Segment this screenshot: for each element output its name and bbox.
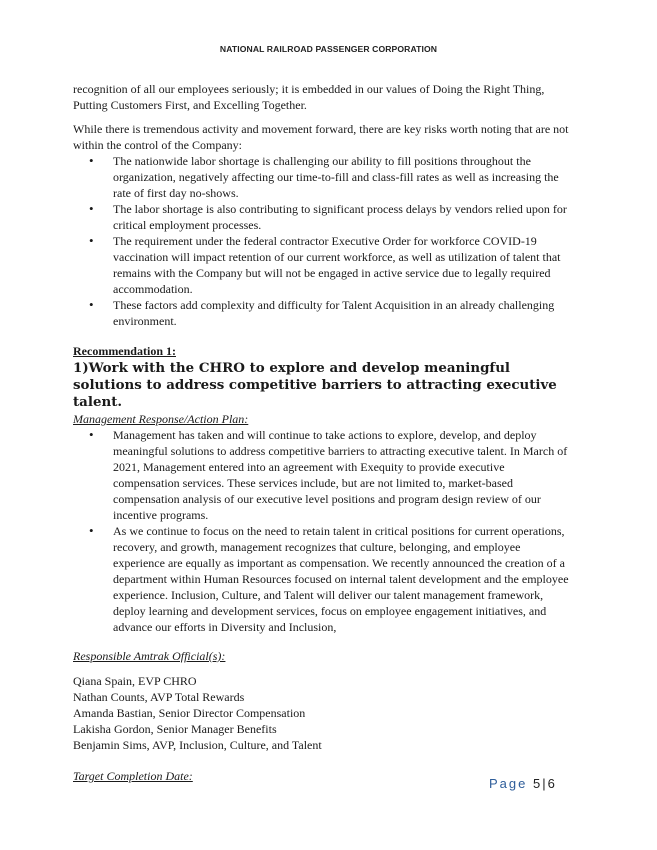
officials-list — [73, 673, 573, 753]
risk-item: • The labor shortage is also contributing to significant process delays by vendors relied upon for critical employment processes. — [73, 201, 573, 233]
page-number: 5 — [533, 776, 543, 791]
response-item: • As we continue to focus on the need to retain talent in critical positions for current operations, recovery, and growth, management recognizes that culture, belonging, and employee experience are equally as important as compensation. We recently announced the creation of a department within Human Resources focused on internal talent development and the employee experience. Inclusion, Culture, and Talent will deliver our talent management framework, deploy learning and development services, focus on employee engagement initiatives, and advance our efforts in Diversity and Inclusion, — [73, 523, 573, 635]
management-response-label: Management Response/Action Plan: — [73, 412, 249, 426]
official-entry: Lakisha Gordon, Senior Manager Benefits — [73, 722, 277, 736]
page-separator: | — [542, 776, 548, 791]
official-entry: Qiana Spain, EVP CHRO — [73, 674, 197, 688]
risk-list — [73, 153, 573, 329]
risk-item: • The requirement under the federal contractor Executive Order for workforce COVID-19 vaccination will impact retention of our current workforce, as well as utilization of talent that remains with the Company but will not be engaged in active service due to legally required accommodation. — [73, 233, 573, 297]
page-word: Page — [489, 776, 528, 791]
official-entry: Amanda Bastian, Senior Director Compensation — [73, 706, 306, 720]
recommendation-title: 1)Work with the CHRO to explore and develop meaningful solutions to address competitive barriers to attracting executive talent. — [73, 360, 557, 410]
response-list — [73, 427, 573, 635]
official-entry: Nathan Counts, AVP Total Rewards — [73, 690, 245, 704]
page-header: NATIONAL RAILROAD PASSENGER CORPORATION — [219, 44, 438, 54]
risk-item: • These factors add complexity and difficulty for Talent Acquisition in an already challenging environment. — [73, 297, 573, 329]
response-item: • Management has taken and will continue to take actions to explore, develop, and deploy meaningful solutions to address competitive barriers to attracting executive talent. In March of 2021, Management entered into an agreement with Exequity to provide executive compensation services. These services include, but are not limited to, market-based compensation analysis of our executive level positions and program design review of our incentive programs. — [73, 427, 573, 523]
target-completion-label: Target Completion Date: — [73, 769, 193, 783]
intro-paragraph-2: While there is tremendous activity and movement forward, there are key risks worth noting that are not within the control of the Company: — [73, 122, 569, 152]
risk-item: • The nationwide labor shortage is challenging our ability to fill positions throughout the organization, negatively affecting our time-to-fill and class-fill rates as well as increasing the rate of first day no-shows. — [73, 153, 573, 201]
official-entry: Benjamin Sims, AVP, Inclusion, Culture, and Talent — [73, 738, 322, 752]
page-number-footer — [489, 776, 557, 791]
page-total: 6 — [547, 776, 557, 791]
recommendation-label: Recommendation 1: — [73, 344, 176, 358]
page-content — [73, 81, 573, 784]
intro-paragraph-1: recognition of all our employees seriously; it is embedded in our values of Doing the Right Thing, Putting Customers First, and Excelling Together. — [73, 82, 545, 112]
responsible-officials-label: Responsible Amtrak Official(s): — [73, 649, 226, 663]
